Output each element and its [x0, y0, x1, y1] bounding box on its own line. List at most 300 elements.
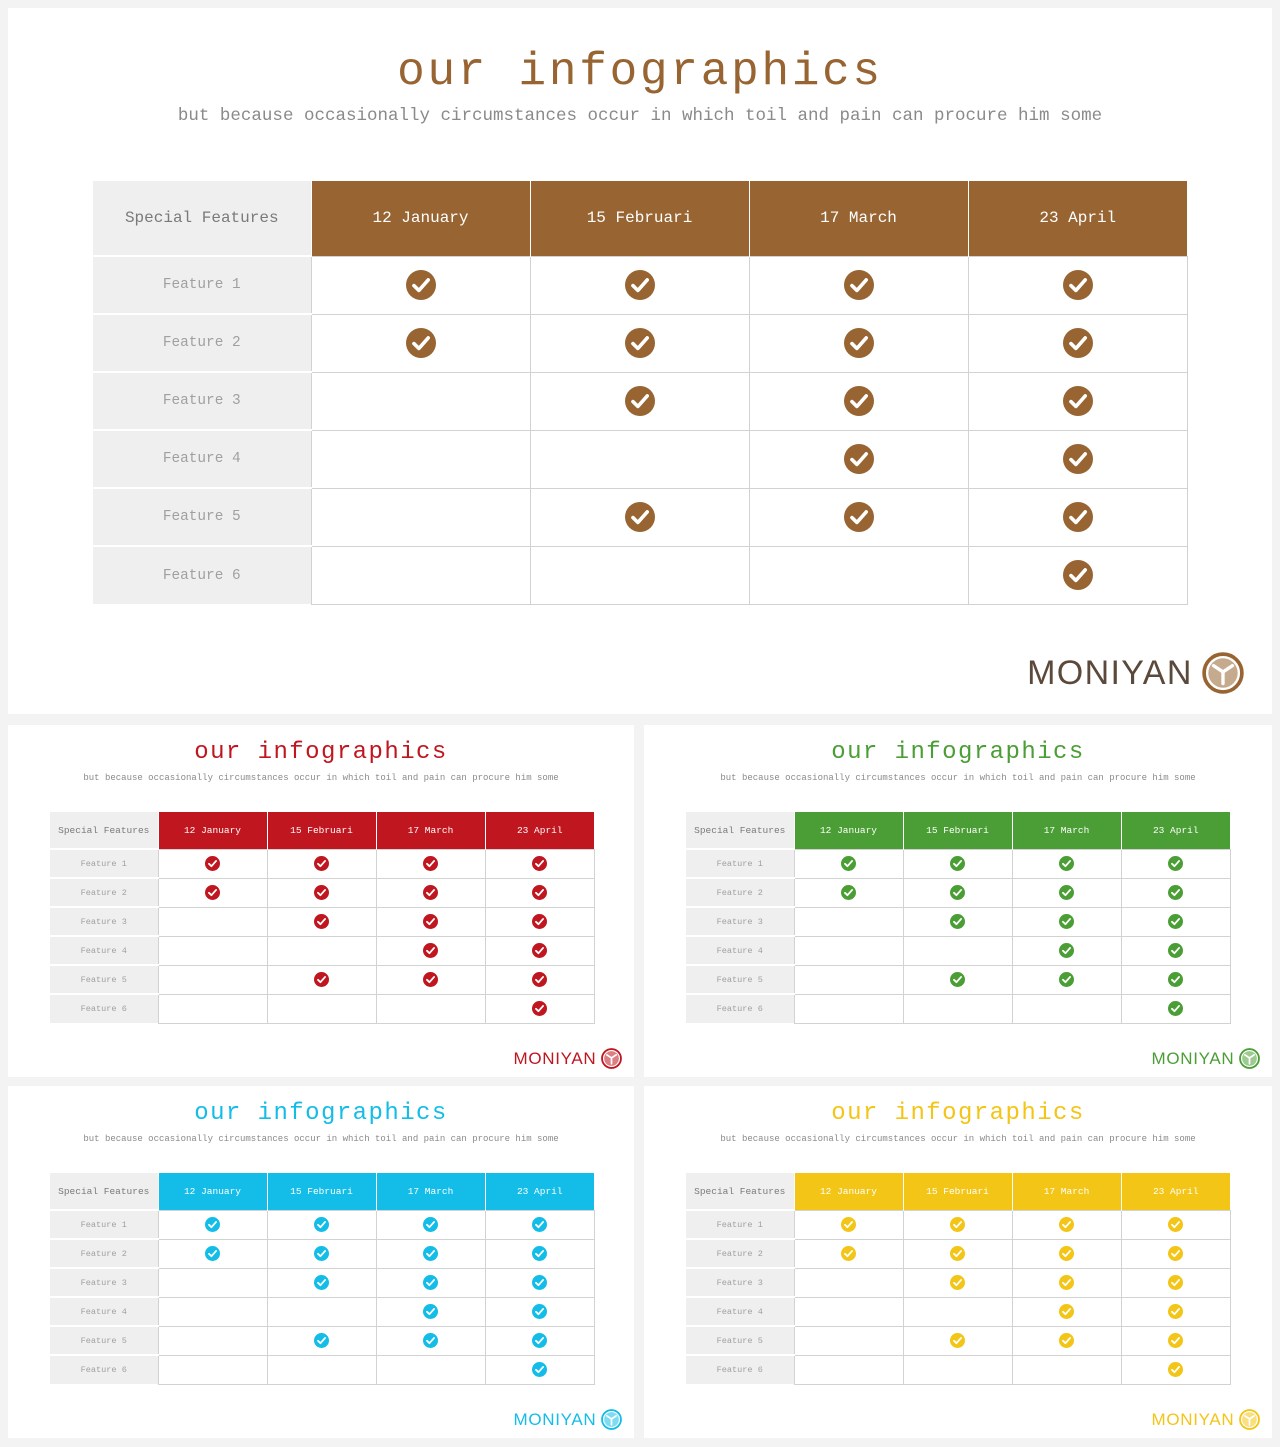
table-cell — [267, 994, 376, 1023]
slide-green — [644, 725, 1272, 1077]
table-cell — [749, 430, 968, 488]
check-circle-icon — [1168, 1246, 1183, 1261]
corner-label: Special Features — [686, 812, 794, 849]
table-cell — [485, 1355, 594, 1384]
row-label: Feature 2 — [686, 878, 794, 907]
table-cell — [903, 907, 1012, 936]
check-circle-icon — [841, 885, 856, 900]
table-cell — [1012, 1326, 1121, 1355]
check-circle-icon — [950, 1246, 965, 1261]
moniyan-logo-icon — [601, 1048, 622, 1069]
check-circle-icon — [423, 1275, 438, 1290]
row-label: Feature 1 — [686, 1210, 794, 1239]
table-cell — [485, 1268, 594, 1297]
check-circle-icon — [423, 943, 438, 958]
table-cell — [376, 878, 485, 907]
row-label: Feature 3 — [686, 907, 794, 936]
row-label: Feature 2 — [93, 314, 311, 372]
check-circle-icon — [1059, 1304, 1074, 1319]
check-circle-icon — [625, 328, 655, 358]
check-circle-icon — [532, 1001, 547, 1016]
table-row — [686, 965, 1230, 994]
check-circle-icon — [950, 972, 965, 987]
check-circle-icon — [625, 386, 655, 416]
table-cell — [376, 1326, 485, 1355]
table-cell — [968, 372, 1187, 430]
table-cell — [485, 1297, 594, 1326]
table-cell — [158, 878, 267, 907]
corner-label: Special Features — [50, 1173, 158, 1210]
check-circle-icon — [406, 270, 436, 300]
corner-label: Special Features — [50, 812, 158, 849]
row-label: Feature 6 — [93, 546, 311, 604]
table-cell — [311, 430, 530, 488]
row-label: Feature 5 — [93, 488, 311, 546]
table-cell — [267, 1210, 376, 1239]
row-label: Feature 6 — [50, 1355, 158, 1384]
moniyan-logo-icon — [1202, 652, 1244, 694]
table-cell — [485, 1210, 594, 1239]
features-table — [93, 181, 1188, 605]
table-cell — [1121, 1355, 1230, 1384]
table-cell — [267, 1326, 376, 1355]
table-cell — [158, 965, 267, 994]
column-header: 17 March — [749, 181, 968, 256]
features-table — [686, 812, 1231, 1024]
table-row — [686, 1239, 1230, 1268]
column-header: 17 March — [376, 1173, 485, 1210]
slide-title: our infographics — [831, 739, 1085, 766]
check-circle-icon — [423, 1333, 438, 1348]
row-label: Feature 3 — [50, 1268, 158, 1297]
table-cell — [485, 1239, 594, 1268]
table-cell — [376, 936, 485, 965]
table-cell — [968, 430, 1187, 488]
table-cell — [485, 907, 594, 936]
features-table — [686, 1173, 1231, 1385]
brand-logo — [1152, 1048, 1260, 1069]
table-row — [93, 546, 1187, 604]
slide-title: our infographics — [194, 739, 448, 766]
table-cell — [794, 936, 903, 965]
table-cell — [968, 488, 1187, 546]
table-cell — [749, 314, 968, 372]
column-header: 17 March — [1012, 1173, 1121, 1210]
table-row — [50, 1239, 594, 1268]
column-header: 23 April — [1121, 1173, 1230, 1210]
brand-logo — [1152, 1409, 1260, 1430]
features-table — [50, 812, 595, 1024]
table-cell — [903, 1268, 1012, 1297]
row-label: Feature 1 — [686, 849, 794, 878]
table-cell — [267, 965, 376, 994]
column-header: 15 Februari — [530, 181, 749, 256]
brand-logo — [1027, 652, 1244, 694]
table-row — [93, 314, 1187, 372]
table-row — [686, 1268, 1230, 1297]
check-circle-icon — [841, 1246, 856, 1261]
slide-red — [8, 725, 634, 1077]
row-label: Feature 4 — [50, 936, 158, 965]
table-cell — [267, 878, 376, 907]
row-label: Feature 2 — [686, 1239, 794, 1268]
table-row — [93, 256, 1187, 314]
check-circle-icon — [532, 943, 547, 958]
table-cell — [158, 1210, 267, 1239]
check-circle-icon — [314, 885, 329, 900]
column-header: 12 January — [311, 181, 530, 256]
check-circle-icon — [423, 972, 438, 987]
check-circle-icon — [1063, 328, 1093, 358]
check-circle-icon — [1063, 502, 1093, 532]
check-circle-icon — [205, 1246, 220, 1261]
table-row — [50, 849, 594, 878]
table-cell — [376, 1297, 485, 1326]
check-circle-icon — [314, 914, 329, 929]
table-row — [686, 878, 1230, 907]
table-row — [686, 1355, 1230, 1384]
row-label: Feature 5 — [686, 1326, 794, 1355]
table-cell — [794, 1210, 903, 1239]
check-circle-icon — [1168, 1304, 1183, 1319]
column-header: 17 March — [1012, 812, 1121, 849]
check-circle-icon — [532, 914, 547, 929]
table-cell — [267, 1239, 376, 1268]
table-row — [50, 1355, 594, 1384]
check-circle-icon — [1168, 1333, 1183, 1348]
column-header: 23 April — [485, 1173, 594, 1210]
corner-label: Special Features — [93, 181, 311, 256]
table-row — [50, 1326, 594, 1355]
brand-name: MONIYAN — [1027, 653, 1193, 692]
check-circle-icon — [423, 914, 438, 929]
row-label: Feature 5 — [50, 965, 158, 994]
brand-name: MONIYAN — [1151, 1048, 1235, 1068]
check-circle-icon — [423, 856, 438, 871]
table-header-row — [50, 1173, 594, 1210]
check-circle-icon — [1168, 914, 1183, 929]
table-cell — [376, 965, 485, 994]
table-cell — [1121, 849, 1230, 878]
table-header-row — [686, 1173, 1230, 1210]
table-cell — [530, 372, 749, 430]
slide-blue — [8, 1086, 634, 1438]
check-circle-icon — [532, 972, 547, 987]
table-cell — [485, 965, 594, 994]
row-label: Feature 5 — [686, 965, 794, 994]
table-cell — [376, 1239, 485, 1268]
table-cell — [485, 936, 594, 965]
column-header: 15 Februari — [903, 812, 1012, 849]
table-cell — [1121, 878, 1230, 907]
table-row — [686, 936, 1230, 965]
brand-name: MONIYAN — [1151, 1409, 1235, 1429]
table-cell — [311, 256, 530, 314]
table-cell — [794, 1326, 903, 1355]
table-row — [686, 1210, 1230, 1239]
column-header: 12 January — [794, 812, 903, 849]
table-cell — [376, 849, 485, 878]
check-circle-icon — [950, 914, 965, 929]
check-circle-icon — [1059, 1275, 1074, 1290]
check-circle-icon — [532, 1333, 547, 1348]
brand-logo — [514, 1409, 622, 1430]
table-cell — [968, 256, 1187, 314]
row-label: Feature 4 — [686, 1297, 794, 1326]
table-cell — [485, 878, 594, 907]
check-circle-icon — [532, 1246, 547, 1261]
column-header: 15 Februari — [267, 812, 376, 849]
table-cell — [158, 1239, 267, 1268]
row-label: Feature 3 — [93, 372, 311, 430]
check-circle-icon — [314, 1246, 329, 1261]
table-cell — [749, 546, 968, 604]
table-row — [50, 994, 594, 1023]
table-cell — [376, 1210, 485, 1239]
table-cell — [158, 849, 267, 878]
table-cell — [749, 372, 968, 430]
column-header: 15 Februari — [267, 1173, 376, 1210]
table-cell — [903, 878, 1012, 907]
moniyan-logo-icon — [1239, 1048, 1260, 1069]
table-cell — [158, 1297, 267, 1326]
column-header: 15 Februari — [903, 1173, 1012, 1210]
slide-title: our infographics — [194, 1100, 448, 1127]
check-circle-icon — [841, 856, 856, 871]
table-row — [686, 907, 1230, 936]
check-circle-icon — [950, 1333, 965, 1348]
table-cell — [158, 936, 267, 965]
table-cell — [267, 1355, 376, 1384]
table-cell — [794, 1239, 903, 1268]
table-cell — [903, 936, 1012, 965]
table-cell — [1012, 1239, 1121, 1268]
check-circle-icon — [532, 856, 547, 871]
check-circle-icon — [1168, 1275, 1183, 1290]
slide-subtitle: but because occasionally circumstances occur in which toil and pain can procure him some — [177, 106, 1103, 126]
table-cell — [903, 1326, 1012, 1355]
check-circle-icon — [423, 885, 438, 900]
check-circle-icon — [841, 1217, 856, 1232]
table-cell — [903, 1355, 1012, 1384]
table-cell — [376, 994, 485, 1023]
table-cell — [485, 849, 594, 878]
check-circle-icon — [1168, 1001, 1183, 1016]
table-row — [50, 878, 594, 907]
check-circle-icon — [1168, 885, 1183, 900]
check-circle-icon — [844, 386, 874, 416]
table-cell — [376, 1268, 485, 1297]
row-label: Feature 4 — [50, 1297, 158, 1326]
table-cell — [1121, 994, 1230, 1023]
table-row — [50, 907, 594, 936]
table-cell — [794, 994, 903, 1023]
check-circle-icon — [1168, 972, 1183, 987]
check-circle-icon — [406, 328, 436, 358]
table-cell — [1012, 878, 1121, 907]
slide-main — [8, 8, 1272, 714]
table-cell — [158, 1268, 267, 1297]
table-cell — [903, 1297, 1012, 1326]
check-circle-icon — [314, 972, 329, 987]
check-circle-icon — [1059, 885, 1074, 900]
row-label: Feature 4 — [686, 936, 794, 965]
check-circle-icon — [314, 1275, 329, 1290]
table-cell — [903, 849, 1012, 878]
table-cell — [267, 907, 376, 936]
table-cell — [1012, 907, 1121, 936]
table-row — [50, 1210, 594, 1239]
check-circle-icon — [1168, 1217, 1183, 1232]
table-cell — [1121, 1326, 1230, 1355]
table-cell — [794, 907, 903, 936]
table-row — [93, 430, 1187, 488]
slide-subtitle: but because occasionally circumstances occur in which toil and pain can procure him some — [83, 1134, 559, 1144]
slide-subtitle: but because occasionally circumstances occur in which toil and pain can procure him some — [83, 773, 559, 783]
table-row — [686, 1326, 1230, 1355]
table-cell — [530, 256, 749, 314]
column-header: 12 January — [158, 812, 267, 849]
table-cell — [311, 546, 530, 604]
table-cell — [311, 314, 530, 372]
table-cell — [530, 430, 749, 488]
row-label: Feature 6 — [686, 1355, 794, 1384]
table-cell — [158, 1326, 267, 1355]
check-circle-icon — [1059, 943, 1074, 958]
check-circle-icon — [314, 856, 329, 871]
brand-logo — [514, 1048, 622, 1069]
table-cell — [903, 965, 1012, 994]
table-cell — [749, 256, 968, 314]
check-circle-icon — [532, 885, 547, 900]
check-circle-icon — [844, 328, 874, 358]
check-circle-icon — [532, 1362, 547, 1377]
table-cell — [1121, 907, 1230, 936]
table-cell — [1012, 994, 1121, 1023]
check-circle-icon — [532, 1275, 547, 1290]
row-label: Feature 6 — [686, 994, 794, 1023]
column-header: 23 April — [485, 812, 594, 849]
check-circle-icon — [205, 1217, 220, 1232]
check-circle-icon — [844, 502, 874, 532]
check-circle-icon — [950, 885, 965, 900]
check-circle-icon — [314, 1333, 329, 1348]
table-row — [686, 994, 1230, 1023]
check-circle-icon — [1063, 386, 1093, 416]
brand-name: MONIYAN — [513, 1048, 597, 1068]
table-header-row — [50, 812, 594, 849]
row-label: Feature 3 — [50, 907, 158, 936]
table-cell — [903, 1210, 1012, 1239]
check-circle-icon — [1063, 270, 1093, 300]
table-cell — [1121, 965, 1230, 994]
row-label: Feature 6 — [50, 994, 158, 1023]
check-circle-icon — [1059, 1246, 1074, 1261]
column-header: 23 April — [1121, 812, 1230, 849]
row-label: Feature 3 — [686, 1268, 794, 1297]
row-label: Feature 2 — [50, 1239, 158, 1268]
table-row — [50, 1297, 594, 1326]
check-circle-icon — [423, 1246, 438, 1261]
table-cell — [794, 878, 903, 907]
brand-name: MONIYAN — [513, 1409, 597, 1429]
check-circle-icon — [844, 270, 874, 300]
moniyan-logo-icon — [601, 1409, 622, 1430]
column-header: 12 January — [794, 1173, 903, 1210]
check-circle-icon — [1059, 972, 1074, 987]
table-cell — [1012, 1355, 1121, 1384]
table-cell — [1012, 1210, 1121, 1239]
check-circle-icon — [1059, 1217, 1074, 1232]
table-cell — [1012, 936, 1121, 965]
table-cell — [1012, 965, 1121, 994]
table-cell — [903, 994, 1012, 1023]
slide-subtitle: but because occasionally circumstances occur in which toil and pain can procure him some — [720, 1134, 1196, 1144]
table-row — [686, 1297, 1230, 1326]
table-cell — [794, 1355, 903, 1384]
table-cell — [1121, 1297, 1230, 1326]
table-cell — [1012, 1297, 1121, 1326]
table-row — [50, 1268, 594, 1297]
table-cell — [968, 546, 1187, 604]
table-cell — [267, 1268, 376, 1297]
check-circle-icon — [532, 1217, 547, 1232]
check-circle-icon — [1063, 444, 1093, 474]
table-cell — [794, 965, 903, 994]
table-cell — [485, 1326, 594, 1355]
table-cell — [530, 314, 749, 372]
corner-label: Special Features — [686, 1173, 794, 1210]
table-row — [50, 936, 594, 965]
moniyan-logo-icon — [1239, 1409, 1260, 1430]
table-header-row — [686, 812, 1230, 849]
table-cell — [794, 1297, 903, 1326]
column-header: 17 March — [376, 812, 485, 849]
table-cell — [1012, 1268, 1121, 1297]
column-header: 23 April — [968, 181, 1187, 256]
table-cell — [968, 314, 1187, 372]
slide-title: our infographics — [831, 1100, 1085, 1127]
table-cell — [1012, 849, 1121, 878]
table-row — [93, 372, 1187, 430]
check-circle-icon — [423, 1217, 438, 1232]
check-circle-icon — [950, 856, 965, 871]
table-cell — [267, 1297, 376, 1326]
table-cell — [1121, 1268, 1230, 1297]
table-cell — [794, 849, 903, 878]
slide-yellow — [644, 1086, 1272, 1438]
check-circle-icon — [205, 856, 220, 871]
table-header-row — [93, 181, 1187, 256]
table-cell — [1121, 936, 1230, 965]
check-circle-icon — [1059, 1333, 1074, 1348]
table-cell — [267, 849, 376, 878]
check-circle-icon — [205, 885, 220, 900]
check-circle-icon — [1059, 914, 1074, 929]
table-cell — [749, 488, 968, 546]
table-cell — [158, 907, 267, 936]
table-cell — [530, 546, 749, 604]
table-cell — [376, 1355, 485, 1384]
column-header: 12 January — [158, 1173, 267, 1210]
table-row — [686, 849, 1230, 878]
table-row — [50, 965, 594, 994]
features-table — [50, 1173, 595, 1385]
row-label: Feature 5 — [50, 1326, 158, 1355]
table-cell — [794, 1268, 903, 1297]
table-cell — [1121, 1210, 1230, 1239]
row-label: Feature 1 — [50, 849, 158, 878]
